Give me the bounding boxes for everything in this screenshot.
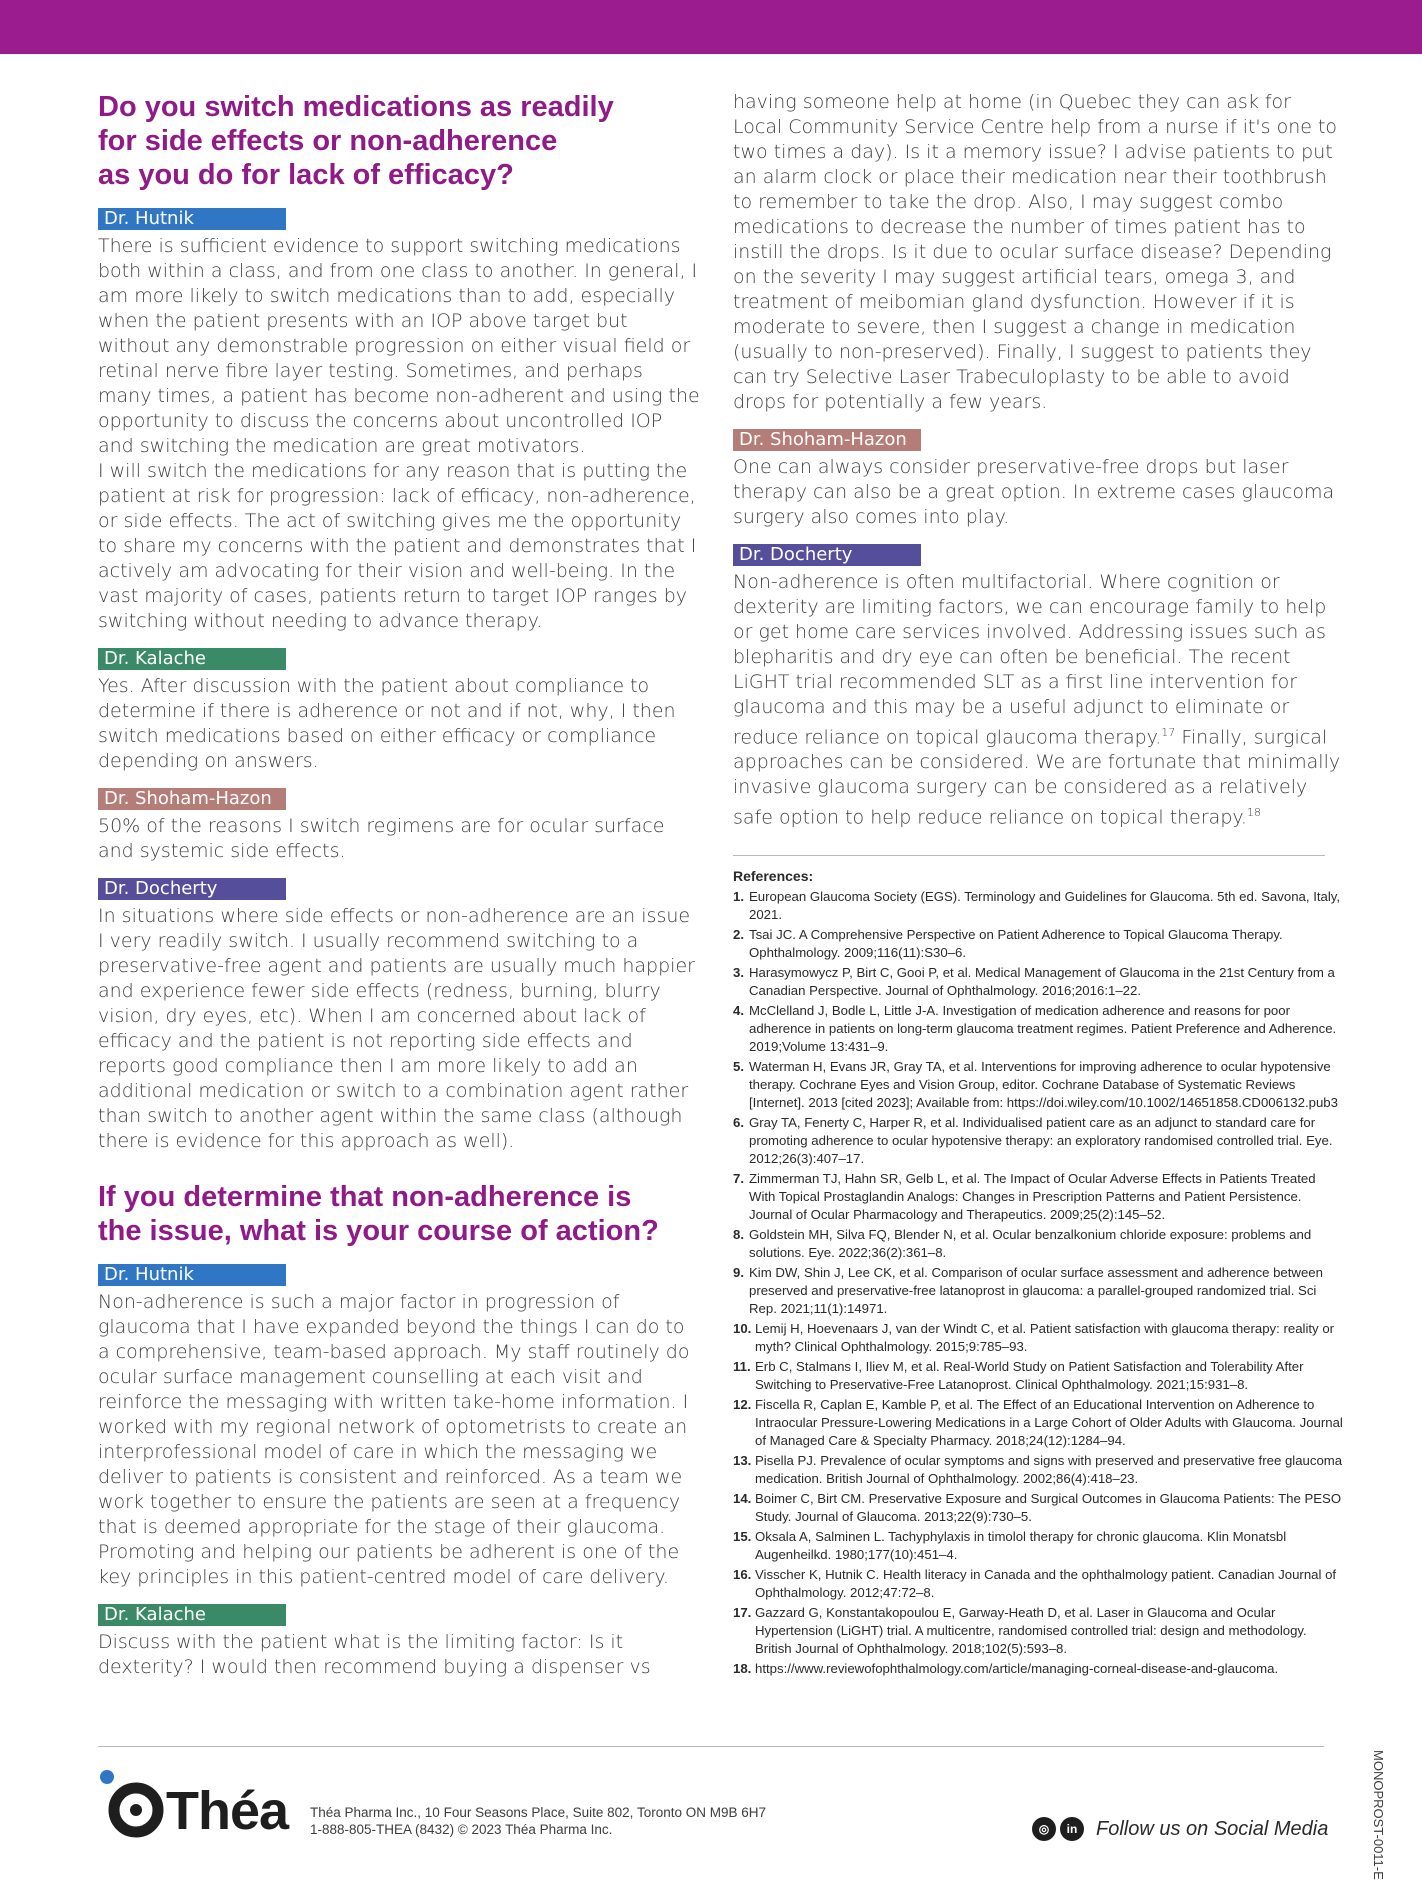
reference-item <box>733 1114 1345 1168</box>
reference-number: 13. <box>733 1452 752 1468</box>
reference-number: 7. <box>733 1170 744 1186</box>
doctor-badge-shoham-hazon: Dr. Shoham-Hazon <box>733 429 921 451</box>
question-1-heading <box>98 90 700 192</box>
address-line: Théa Pharma Inc., 10 Four Seasons Place, Suite 802, Toronto ON M9B 6H7 <box>310 1805 766 1820</box>
reference-item <box>733 1528 1345 1564</box>
reference-number: 14. <box>733 1490 752 1506</box>
reference-number: 18. <box>733 1660 752 1676</box>
answer-paragraph: I will switch the medications for any reason that is putting the patient at risk for progression: lack of efficacy, non-adherence, or side effects. The act of switching gives me the opportunity to share my concerns with the patient and demonstrates that I actively am advocating for their vision and well-being. In the vast majority of cases, patients return to target IOP ranges by switching without needing to advance therapy. <box>98 460 697 632</box>
doctor-badge-kalache: Dr. Kalache <box>98 1604 286 1626</box>
reference-item <box>733 1320 1345 1356</box>
reference-text: Gray TA, Fenerty C, Harper R, et al. Individualised patient care as an adjunct to standard care for promoting adherence to ocular hypotensive therapy: an exploratory randomised controlled trial. Eye. 2012;26(3):407–17. <box>749 1114 1333 1166</box>
reference-number: 12. <box>733 1396 752 1412</box>
references-divider <box>733 855 1325 856</box>
reference-text: Erb C, Stalmans I, Iliev M, et al. Real-World Study on Patient Satisfaction and Tolerability After Switching to Preservative-Free Latanoprost. Clinical Ophthalmology. 2021;15:931–8. <box>755 1358 1304 1392</box>
document-code: MONOPROST-0011-E <box>1371 1750 1386 1880</box>
question-2-line: the issue, what is your course of action? <box>98 1215 659 1247</box>
references-list <box>733 888 1345 1678</box>
question-2-heading <box>98 1180 700 1248</box>
reference-text: Fiscella R, Caplan E, Kamble P, et al. The Effect of an Educational Intervention on Adherence to Intraocular Pressure-Lowering Medications in a Large Cohort of Older Adults with Glaucoma. Journal of Managed Care & Specialty Pharmacy. 2018;24(12):1284–94. <box>755 1396 1343 1448</box>
answer-paragraph: Non-adherence is such a major factor in progression of glaucoma that I have expanded beyond the things I can do to a comprehensive, team-based approach. My staff routinely do ocular surface management counselling at each visit and reinforce the messaging with written take-home information. I worked with my regional network of optometrists to create an interprofessional model of care in which the messaging we deliver to patients is consistent and reinforced. As a team we work together to ensure the patients are seen at a frequency that is deemed appropriate for the stage of their glaucoma. Promoting and helping our patients be adherent is one of the key principles in this patient-centred model of care delivery. <box>98 1291 690 1588</box>
reference-number: 2. <box>733 926 744 942</box>
question-1-line: for side effects or non-adherence <box>98 125 558 157</box>
reference-item <box>733 1490 1345 1526</box>
reference-item <box>733 1604 1345 1658</box>
question-1-line: as you do for lack of efficacy? <box>98 159 514 191</box>
reference-number: 4. <box>733 1002 744 1018</box>
reference-text: https://www.reviewofophthalmology.com/article/managing-corneal-disease-and-glaucoma. <box>755 1660 1279 1676</box>
answer-text: Finally, surgical approaches can be considered. We are fortunate that minimally invasive glaucoma surgery can be considered as a relatively safe option to help reduce reliance on topical therapy. <box>733 726 1341 829</box>
reference-text: McClelland J, Bodle L, Little J-A. Investigation of medication adherence and reasons for poor adherence in patients on long-term glaucoma treatment regimes. Patient Preference and Adherence. 2019;Volume 13:431–9. <box>749 1002 1337 1054</box>
answer-paragraph: One can always consider preservative-free drops but laser therapy can also be a great option. In extreme cases glaucoma surgery also comes into play. <box>733 456 1335 528</box>
reference-text: Tsai JC. A Comprehensive Perspective on Patient Adherence to Topical Glaucoma Therapy. Ophthalmology. 2009;116(11):S30–6. <box>749 926 1283 960</box>
reference-text: Pisella PJ. Prevalence of ocular symptoms and signs with preserved and preservative free glaucoma medication. British Journal of Ophthalmology. 2002;86(4):418–23. <box>755 1452 1343 1486</box>
reference-text: Harasymowycz P, Birt C, Gooi P, et al. Medical Management of Glaucoma in the 21st Century from a Canadian Perspective. Journal of Ophthalmology. 2016;2016:1–22. <box>749 964 1335 998</box>
reference-text: Gazzard G, Konstantakopoulou E, Garway-Heath D, et al. Laser in Glaucoma and Ocular Hypertension (LiGHT) trial. A multicentre, randomised controlled trial: design and methodology. British Journal of Ophthalmology. 2018;102(5):593–8. <box>755 1604 1307 1656</box>
reference-item <box>733 1264 1345 1318</box>
phone-copyright-line: 1-888-805-THEA (8432) © 2023 Théa Pharma Inc. <box>310 1822 613 1837</box>
reference-number: 11. <box>733 1358 751 1374</box>
reference-text: Kim DW, Shin J, Lee CK, et al. Comparison of ocular surface assessment and adherence between preserved and preservative-free latanoprost in glaucoma: a parallel-grouped randomized trial. Sci Rep. 2021;11(1):14971. <box>749 1264 1323 1316</box>
linkedin-icon[interactable]: in <box>1060 1817 1084 1841</box>
answer-paragraph: 50% of the reasons I switch regimens are for ocular surface and systemic side effects. <box>98 815 665 862</box>
reference-item <box>733 1002 1345 1056</box>
reference-number: 1. <box>733 888 744 904</box>
reference-number: 5. <box>733 1058 744 1074</box>
reference-item <box>733 1358 1345 1394</box>
reference-number: 15. <box>733 1528 752 1544</box>
reference-number: 6. <box>733 1114 744 1130</box>
question-2-line: If you determine that non-adherence is <box>98 1181 632 1213</box>
footer-divider <box>98 1746 1324 1747</box>
reference-text: Zimmerman TJ, Hahn SR, Gelb L, et al. The Impact of Ocular Adverse Effects in Patients Treated With Topical Prostaglandin Analogs: Changes in Prescription Patterns and Patient Persistence. Journal of Ocular Pharmacology and Therapeutics. 2009;25(2):145–52. <box>749 1170 1316 1222</box>
answer-paragraph <box>733 570 1345 831</box>
doctor-badge-docherty: Dr. Docherty <box>98 878 286 900</box>
reference-item <box>733 888 1345 924</box>
instagram-icon[interactable]: ◎ <box>1032 1817 1056 1841</box>
answer-paragraph: Yes. After discussion with the patient about compliance to determine if there is adherence or not and if not, why, I then switch medications based on either efficacy or compliance depending on answers. <box>98 675 676 772</box>
doctor-badge-hutnik: Dr. Hutnik <box>98 1264 286 1286</box>
reference-item <box>733 1226 1345 1262</box>
right-column <box>733 90 1345 1680</box>
reference-item <box>733 1452 1345 1488</box>
doctor-badge-kalache: Dr. Kalache <box>98 648 286 670</box>
reference-number: 9. <box>733 1264 744 1280</box>
answer-paragraph-continued: having someone help at home (in Quebec they can ask for Local Community Service Centre help from a nurse if it's one to two times a day). Is it a memory issue? I advise patients to put an alarm clock or place their medication near their toothbrush to remember to take the drop. Also, I may suggest combo medications to decrease the number of times patient has to instill the drops. Is it due to ocular surface disease? Depending on the severity I may suggest artificial tears, omega 3, and treatment of meibomian gland dysfunction. However if it is moderate to severe, then I suggest a change in medication (usually to non-preserved). Finally, I suggest to patients they can try Selective Laser Trabeculoplasty to be able to avoid drops for potentially a few years. <box>733 91 1338 413</box>
reference-item <box>733 926 1345 962</box>
citation-18: 18 <box>1246 806 1261 820</box>
reference-item <box>733 1058 1345 1112</box>
social-media-links <box>1032 1815 1328 1843</box>
company-address <box>310 1804 766 1838</box>
reference-text: Oksala A, Salminen L. Tachyphylaxis in timolol therapy for chronic glaucoma. Klin Monatsbl Augenheilkd. 1980;177(10):451–4. <box>755 1528 1287 1562</box>
reference-number: 3. <box>733 964 744 980</box>
reference-number: 8. <box>733 1226 744 1242</box>
reference-item <box>733 1396 1345 1450</box>
reference-number: 10. <box>733 1320 752 1336</box>
social-follow-text: Follow us on Social Media <box>1096 1817 1329 1840</box>
reference-item <box>733 1566 1345 1602</box>
reference-number: 17. <box>733 1604 752 1620</box>
reference-text: Boimer C, Birt CM. Preservative Exposure and Surgical Outcomes in Glaucoma Patients: The PESO Study. Journal of Glaucoma. 2013;22(9):730–5. <box>755 1490 1342 1524</box>
reference-text: Goldstein MH, Silva FQ, Blender N, et al. Ocular benzalkonium chloride exposure: problems and solutions. Eye. 2022;36(2):361–8. <box>749 1226 1312 1260</box>
logo-wordmark: Théa <box>166 1781 289 1841</box>
reference-text: Waterman H, Evans JR, Gray TA, et al. Interventions for improving adherence to ocular hypotensive therapy. Cochrane Eyes and Vision Group, editor. Cochrane Database of Systematic Reviews [Internet]. 2013 [cited 2023]; Available from: https://doi.wiley.com/10.1002/14651858.CD006132.pub3 <box>749 1058 1338 1110</box>
answer-paragraph: There is sufficient evidence to support switching medications both within a class, and from one class to another. In general, I am more likely to switch medications than to add, especially when the patient presents with an IOP above target but without any demonstrable progression on either visual field or retinal nerve fibre layer testing. Sometimes, and perhaps many times, a patient has become non-adherent and using the opportunity to discuss the concerns about uncontrolled IOP and switching the medication are great motivators. <box>98 235 700 457</box>
answer-text: Non-adherence is often multifactorial. Where cognition or dexterity are limiting factors, we can encourage family to help or get home care services involved. Addressing issues such as blepharitis and dry eye can often be beneficial. The recent LiGHT trial recommended SLT as a first line intervention for glaucoma and this may be a useful adjunct to eliminate or reduce reliance on topical glaucoma therapy. <box>733 571 1327 749</box>
references-title: References: <box>733 867 814 884</box>
answer-paragraph: Discuss with the patient what is the limiting factor: Is it dexterity? I would then recommend buying a dispenser vs <box>98 1631 651 1678</box>
reference-item <box>733 964 1345 1000</box>
doctor-badge-hutnik: Dr. Hutnik <box>98 208 286 230</box>
reference-text: Lemij H, Hoevenaars J, van der Windt C, et al. Patient satisfaction with glaucoma therapy: reality or myth? Clinical Ophthalmology. 2015;9:785–93. <box>755 1320 1335 1354</box>
reference-number: 16. <box>733 1566 752 1582</box>
reference-item <box>733 1660 1345 1678</box>
doctor-badge-shoham-hazon: Dr. Shoham-Hazon <box>98 788 286 810</box>
reference-text: Visscher K, Hutnik C. Health literacy in Canada and the ophthalmology patient. Canadian Journal of Ophthalmology. 2012;47:72–8. <box>755 1566 1337 1600</box>
question-1-line: Do you switch medications as readily <box>98 91 614 123</box>
left-column <box>98 90 700 1694</box>
citation-17: 17 <box>1161 726 1176 739</box>
reference-item <box>733 1170 1345 1224</box>
top-color-bar <box>0 0 1422 54</box>
doctor-badge-docherty: Dr. Docherty <box>733 544 921 566</box>
answer-paragraph: In situations where side effects or non-adherence are an issue I very readily switch. I usually recommend switching to a preservative-free agent and patients are usually much happier and experience fewer side effects (redness, burning, blurry vision, dry eyes, etc). When I am concerned about lack of efficacy and the patient is not reporting side effects and reports good compliance then I am more likely to add an additional medication or switch to a combination agent rather than switch to another agent within the same class (although there is evidence for this approach as well). <box>98 905 695 1152</box>
reference-text: European Glaucoma Society (EGS). Terminology and Guidelines for Glaucoma. 5th ed. Savona, Italy, 2021. <box>749 888 1341 922</box>
